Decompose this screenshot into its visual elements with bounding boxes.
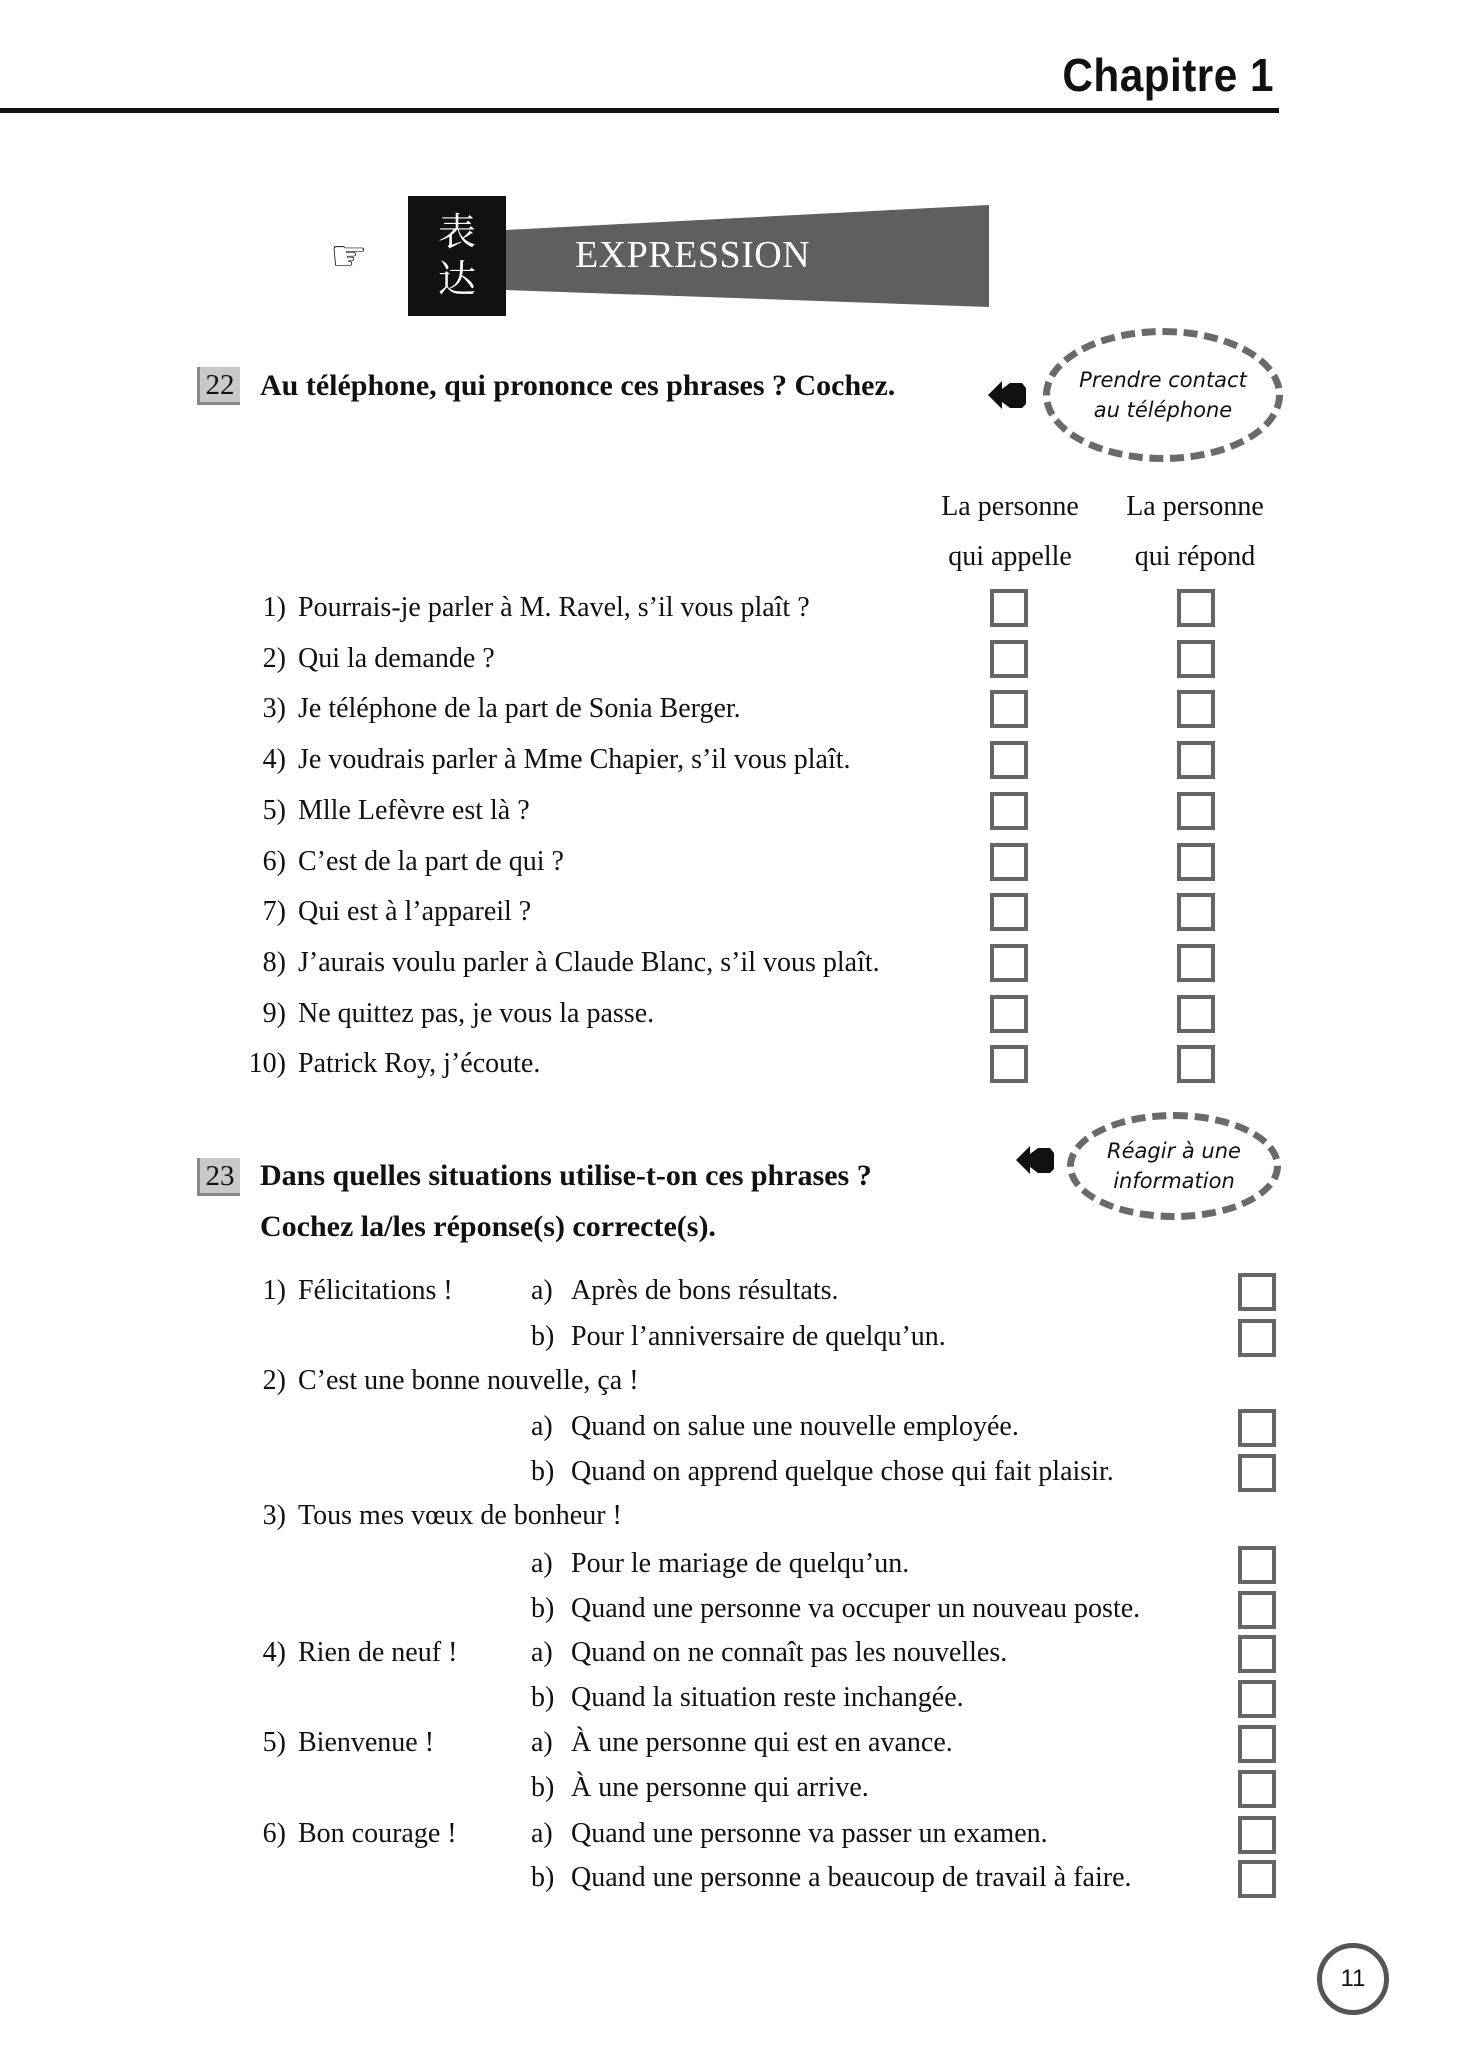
checkbox-responder[interactable] [1177,640,1215,678]
option-checkbox[interactable] [1238,1454,1276,1492]
option-text: Pour l’anniversaire de quelqu’un. [571,1321,946,1352]
badge-line: au téléphone [1093,398,1233,422]
item-phrase: Qui est à l’appareil ? [298,896,532,927]
checkbox-responder[interactable] [1177,843,1215,881]
topic-badge [1043,328,1283,462]
option-checkbox[interactable] [1238,1860,1276,1898]
item-number: 6) [262,846,286,877]
exercise-number: 22 [197,367,240,405]
exercise-number: 23 [197,1158,240,1196]
header-rule [0,108,1279,113]
badge-line: information [1113,1169,1235,1193]
question-phrase: Tous mes vœux de bonheur ! [298,1500,622,1531]
checkbox-caller[interactable] [990,690,1028,728]
checkbox-caller[interactable] [990,843,1028,881]
column-header-caller: La personne qui appelle [941,491,1079,572]
option-text: Quand on apprend quelque chose qui fait plaisir. [571,1456,1114,1487]
option-checkbox[interactable] [1238,1546,1276,1584]
item-phrase: Patrick Roy, j’écoute. [298,1048,541,1079]
exercise-instruction-line1: Dans quelles situations utilise-t-on ces phrases ? [260,1159,872,1192]
exercise-instruction-line2: Cochez la/les réponse(s) correcte(s). [260,1210,716,1243]
option-letter: b) [531,1682,555,1713]
option-text: Pour le mariage de quelqu’un. [571,1548,910,1579]
checkbox-responder[interactable] [1177,944,1215,982]
question-number: 4) [262,1637,286,1668]
item-phrase: Ne quittez pas, je vous la passe. [298,998,655,1029]
checkbox-responder[interactable] [1177,995,1215,1033]
option-checkbox[interactable] [1238,1591,1276,1629]
option-text: Après de bons résultats. [571,1275,839,1306]
checkbox-caller[interactable] [990,792,1028,830]
chapter-title: Chapitre 1 [1062,49,1274,101]
checkbox-caller[interactable] [990,640,1028,678]
option-letter: b) [531,1321,555,1352]
question-number: 6) [262,1818,286,1849]
item-number: 9) [262,998,286,1029]
chinese-char: 达 [437,257,476,301]
item-number: 5) [262,795,286,826]
checkbox-caller[interactable] [990,589,1028,627]
option-text: Quand une personne a beaucoup de travail à faire. [571,1862,1132,1893]
question-phrase: Rien de neuf ! [298,1637,458,1668]
option-checkbox[interactable] [1238,1409,1276,1447]
item-phrase: J’aurais voulu parler à Claude Blanc, s’il vous plaît. [298,947,880,978]
item-number: 10) [248,1048,286,1079]
pointing-hand-icon: ☞ [330,234,368,280]
item-phrase: Je voudrais parler à Mme Chapier, s’il vous plaît. [298,744,851,775]
topic-badge [1067,1112,1281,1220]
option-letter: b) [531,1593,555,1624]
checkbox-caller[interactable] [990,741,1028,779]
checkbox-responder[interactable] [1177,792,1215,830]
column-header-responder: La personne qui répond [1126,491,1264,572]
question-number: 2) [262,1365,286,1396]
item-number: 7) [262,896,286,927]
option-checkbox[interactable] [1238,1680,1276,1718]
item-phrase: C’est de la part de qui ? [298,846,564,877]
question-phrase: C’est une bonne nouvelle, ça ! [298,1365,639,1396]
option-text: Quand une personne va passer un examen. [571,1818,1048,1849]
item-number: 3) [262,693,286,724]
chinese-label-box [408,196,506,316]
page-number: 11 [1317,1943,1389,2015]
option-checkbox[interactable] [1238,1273,1276,1311]
checkbox-responder[interactable] [1177,690,1215,728]
checkbox-caller[interactable] [990,1045,1028,1083]
exercise-instruction: Au téléphone, qui prononce ces phrases ? Cochez. [260,369,896,402]
checkbox-caller[interactable] [990,944,1028,982]
option-checkbox[interactable] [1238,1725,1276,1763]
option-letter: a) [531,1411,553,1442]
option-text: Quand on ne connaît pas les nouvelles. [571,1637,1008,1668]
option-checkbox[interactable] [1238,1770,1276,1808]
question-number: 1) [262,1275,286,1306]
item-number: 4) [262,744,286,775]
option-letter: a) [531,1275,553,1306]
checkbox-responder[interactable] [1177,589,1215,627]
option-text: Quand on salue une nouvelle employée. [571,1411,1019,1442]
item-number: 2) [262,643,286,674]
question-number: 5) [262,1727,286,1758]
checkbox-responder[interactable] [1177,741,1215,779]
item-phrase: Mlle Lefèvre est là ? [298,795,530,826]
section-title: EXPRESSION [575,234,811,276]
question-phrase: Bienvenue ! [298,1727,435,1758]
question-number: 3) [262,1500,286,1531]
option-checkbox[interactable] [1238,1635,1276,1673]
option-letter: a) [531,1727,553,1758]
question-phrase: Bon courage ! [298,1818,457,1849]
option-checkbox[interactable] [1238,1319,1276,1357]
option-text: À une personne qui arrive. [571,1772,869,1803]
item-number: 1) [262,592,286,623]
item-phrase: Qui la demande ? [298,643,495,674]
option-letter: b) [531,1772,555,1803]
arrow-left-icon [988,378,1028,412]
checkbox-caller[interactable] [990,995,1028,1033]
badge-line: Prendre contact [1079,367,1247,392]
option-letter: a) [531,1637,553,1668]
checkbox-responder[interactable] [1177,893,1215,931]
option-text: Quand une personne va occuper un nouveau poste. [571,1593,1141,1624]
option-text: Quand la situation reste inchangée. [571,1682,964,1713]
question-phrase: Félicitations ! [298,1275,453,1306]
badge-line: Réagir à une [1107,1138,1241,1163]
option-letter: a) [531,1548,553,1579]
option-letter: a) [531,1818,553,1849]
checkbox-responder[interactable] [1177,1045,1215,1083]
arrow-left-icon [1016,1143,1056,1177]
option-text: À une personne qui est en avance. [571,1727,953,1758]
option-letter: b) [531,1862,555,1893]
option-letter: b) [531,1456,555,1487]
option-checkbox[interactable] [1238,1816,1276,1854]
item-phrase: Je téléphone de la part de Sonia Berger. [298,693,741,724]
chinese-char: 表 [437,209,476,254]
checkbox-caller[interactable] [990,893,1028,931]
item-phrase: Pourrais-je parler à M. Ravel, s’il vous plaît ? [298,592,810,623]
item-number: 8) [262,947,286,978]
